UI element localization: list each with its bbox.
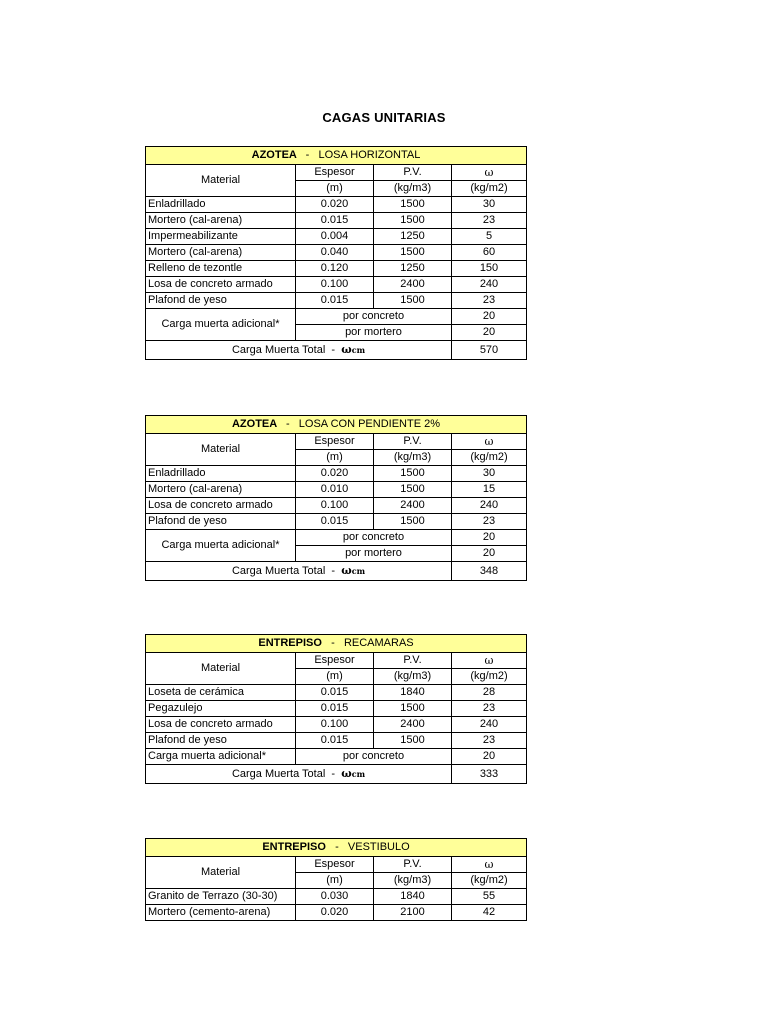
adicional-item-label: por concreto: [296, 309, 452, 325]
table-row: [146, 197, 527, 213]
adicional-item-label: por concreto: [296, 749, 452, 765]
cell-pv: 1500: [374, 482, 452, 498]
cell-espesor: 0.015: [296, 701, 374, 717]
cell-material: Mortero (cal-arena): [146, 213, 296, 229]
table-title: AZOTEA - LOSA CON PENDIENTE 2%: [146, 416, 527, 434]
cell-espesor: 0.100: [296, 277, 374, 293]
col-header-w: ω: [452, 434, 527, 450]
cell-espesor: 0.015: [296, 685, 374, 701]
col-header-pv: P.V.: [374, 857, 452, 873]
cell-espesor: 0.020: [296, 197, 374, 213]
cell-w: 240: [452, 717, 527, 733]
adicional-item-label: por mortero: [296, 546, 452, 562]
cell-material: Losa de concreto armado: [146, 717, 296, 733]
cell-w: 23: [452, 733, 527, 749]
cell-pv: 1500: [374, 466, 452, 482]
table-row: [146, 277, 527, 293]
table-row: [146, 889, 527, 905]
cell-espesor: 0.100: [296, 717, 374, 733]
col-header-pv: P.V.: [374, 434, 452, 450]
cell-material: Losa de concreto armado: [146, 498, 296, 514]
table-row: [146, 229, 527, 245]
cell-pv: 1500: [374, 701, 452, 717]
col-header-material: Material: [146, 434, 296, 466]
cell-espesor: 0.015: [296, 213, 374, 229]
cell-material: Pegazulejo: [146, 701, 296, 717]
total-label: Carga Muerta Total - ωcm: [146, 562, 452, 581]
adicional-item-label: por concreto: [296, 530, 452, 546]
col-header-espesor: Espesor: [296, 165, 374, 181]
cell-espesor: 0.100: [296, 498, 374, 514]
adicional-item-value: 20: [452, 749, 527, 765]
table-row: [146, 717, 527, 733]
table-row: [146, 733, 527, 749]
table-azotea-losa-horizontal: [145, 146, 527, 360]
cell-espesor: 0.015: [296, 514, 374, 530]
col-unit-espesor: (m): [296, 873, 374, 889]
adicional-item-value: 20: [452, 325, 527, 341]
cell-pv: 1500: [374, 514, 452, 530]
col-unit-espesor: (m): [296, 450, 374, 466]
adicional-item-value: 20: [452, 530, 527, 546]
cell-w: 5: [452, 229, 527, 245]
adicional-item-label: por mortero: [296, 325, 452, 341]
col-unit-w: (kg/m2): [452, 669, 527, 685]
cell-w: 23: [452, 701, 527, 717]
cell-espesor: 0.020: [296, 905, 374, 921]
cell-material: Enladrillado: [146, 466, 296, 482]
adicional-row: [146, 530, 527, 546]
col-header-w: ω: [452, 857, 527, 873]
col-header-pv: P.V.: [374, 653, 452, 669]
total-row: [146, 562, 527, 581]
table-header-row: [146, 147, 527, 165]
col-unit-w: (kg/m2): [452, 873, 527, 889]
cell-w: 240: [452, 498, 527, 514]
cell-pv: 1250: [374, 261, 452, 277]
cell-w: 30: [452, 466, 527, 482]
adicional-item-value: 20: [452, 309, 527, 325]
total-value: 333: [452, 765, 527, 784]
total-value: 570: [452, 341, 527, 360]
cell-pv: 1250: [374, 229, 452, 245]
cell-w: 28: [452, 685, 527, 701]
col-unit-pv: (kg/m3): [374, 873, 452, 889]
cell-w: 55: [452, 889, 527, 905]
cell-material: Enladrillado: [146, 197, 296, 213]
col-unit-pv: (kg/m3): [374, 450, 452, 466]
table-row: [146, 905, 527, 921]
cell-w: 42: [452, 905, 527, 921]
table-header-row: [146, 839, 527, 857]
table-row: [146, 293, 527, 309]
table-azotea-losa-pendiente: [145, 415, 527, 581]
cell-material: Plafond de yeso: [146, 293, 296, 309]
omega-cm-symbol: ωcm: [341, 343, 366, 356]
cell-espesor: 0.004: [296, 229, 374, 245]
col-header-material: Material: [146, 857, 296, 889]
table-title: ENTREPISO - VESTIBULO: [146, 839, 527, 857]
cell-w: 60: [452, 245, 527, 261]
adicional-label: Carga muerta adicional*: [146, 749, 296, 765]
cell-pv: 1500: [374, 213, 452, 229]
col-header-espesor: Espesor: [296, 653, 374, 669]
cell-espesor: 0.010: [296, 482, 374, 498]
cell-material: Losa de concreto armado: [146, 277, 296, 293]
adicional-row: [146, 309, 527, 325]
table-row: [146, 482, 527, 498]
col-unit-pv: (kg/m3): [374, 669, 452, 685]
cell-material: Plafond de yeso: [146, 514, 296, 530]
cell-pv: 1500: [374, 197, 452, 213]
cell-pv: 2400: [374, 717, 452, 733]
cell-pv: 1840: [374, 685, 452, 701]
table-header-row: [146, 635, 527, 653]
cell-pv: 2400: [374, 498, 452, 514]
cell-pv: 1840: [374, 889, 452, 905]
adicional-row: [146, 749, 527, 765]
col-unit-espesor: (m): [296, 669, 374, 685]
col-header-espesor: Espesor: [296, 434, 374, 450]
table-row: [146, 261, 527, 277]
cell-w: 15: [452, 482, 527, 498]
table-row: [146, 685, 527, 701]
table-row: [146, 245, 527, 261]
adicional-label: Carga muerta adicional*: [146, 530, 296, 562]
table-row: [146, 701, 527, 717]
cell-espesor: 0.020: [296, 466, 374, 482]
col-header-material: Material: [146, 653, 296, 685]
table-row: [146, 213, 527, 229]
total-label: Carga Muerta Total - ωcm: [146, 341, 452, 360]
table-entrepiso-vestibulo: [145, 838, 527, 921]
col-header-material: Material: [146, 165, 296, 197]
cell-w: 23: [452, 293, 527, 309]
col-header-w: ω: [452, 653, 527, 669]
cell-w: 30: [452, 197, 527, 213]
cell-pv: 2400: [374, 277, 452, 293]
table-row: [146, 466, 527, 482]
total-row: [146, 341, 527, 360]
cell-material: Relleno de tezontle: [146, 261, 296, 277]
col-header-w: ω: [452, 165, 527, 181]
cell-espesor: 0.120: [296, 261, 374, 277]
col-unit-espesor: (m): [296, 181, 374, 197]
cell-pv: 2100: [374, 905, 452, 921]
col-unit-pv: (kg/m3): [374, 181, 452, 197]
cell-material: Mortero (cal-arena): [146, 482, 296, 498]
cell-espesor: 0.015: [296, 733, 374, 749]
cell-espesor: 0.030: [296, 889, 374, 905]
total-value: 348: [452, 562, 527, 581]
omega-cm-symbol: ωcm: [341, 564, 366, 577]
cell-espesor: 0.040: [296, 245, 374, 261]
table-title: ENTREPISO - RECAMARAS: [146, 635, 527, 653]
cell-espesor: 0.015: [296, 293, 374, 309]
cell-material: Loseta de cerámica: [146, 685, 296, 701]
col-unit-w: (kg/m2): [452, 181, 527, 197]
cell-material: Granito de Terrazo (30-30): [146, 889, 296, 905]
omega-cm-symbol: ωcm: [341, 767, 366, 780]
table-entrepiso-recamaras: [145, 634, 527, 784]
cell-w: 240: [452, 277, 527, 293]
cell-w: 150: [452, 261, 527, 277]
cell-material: Mortero (cal-arena): [146, 245, 296, 261]
col-header-espesor: Espesor: [296, 857, 374, 873]
cell-material: Impermeabilizante: [146, 229, 296, 245]
cell-w: 23: [452, 213, 527, 229]
cell-pv: 1500: [374, 293, 452, 309]
total-row: [146, 765, 527, 784]
col-header-pv: P.V.: [374, 165, 452, 181]
cell-pv: 1500: [374, 733, 452, 749]
cell-material: Plafond de yeso: [146, 733, 296, 749]
table-row: [146, 514, 527, 530]
table-title: AZOTEA - LOSA HORIZONTAL: [146, 147, 527, 165]
cell-pv: 1500: [374, 245, 452, 261]
page-title: CAGAS UNITARIAS: [322, 110, 446, 125]
adicional-label: Carga muerta adicional*: [146, 309, 296, 341]
cell-material: Mortero (cemento-arena): [146, 905, 296, 921]
total-label: Carga Muerta Total - ωcm: [146, 765, 452, 784]
table-row: [146, 498, 527, 514]
cell-w: 23: [452, 514, 527, 530]
col-unit-w: (kg/m2): [452, 450, 527, 466]
table-header-row: [146, 416, 527, 434]
adicional-item-value: 20: [452, 546, 527, 562]
